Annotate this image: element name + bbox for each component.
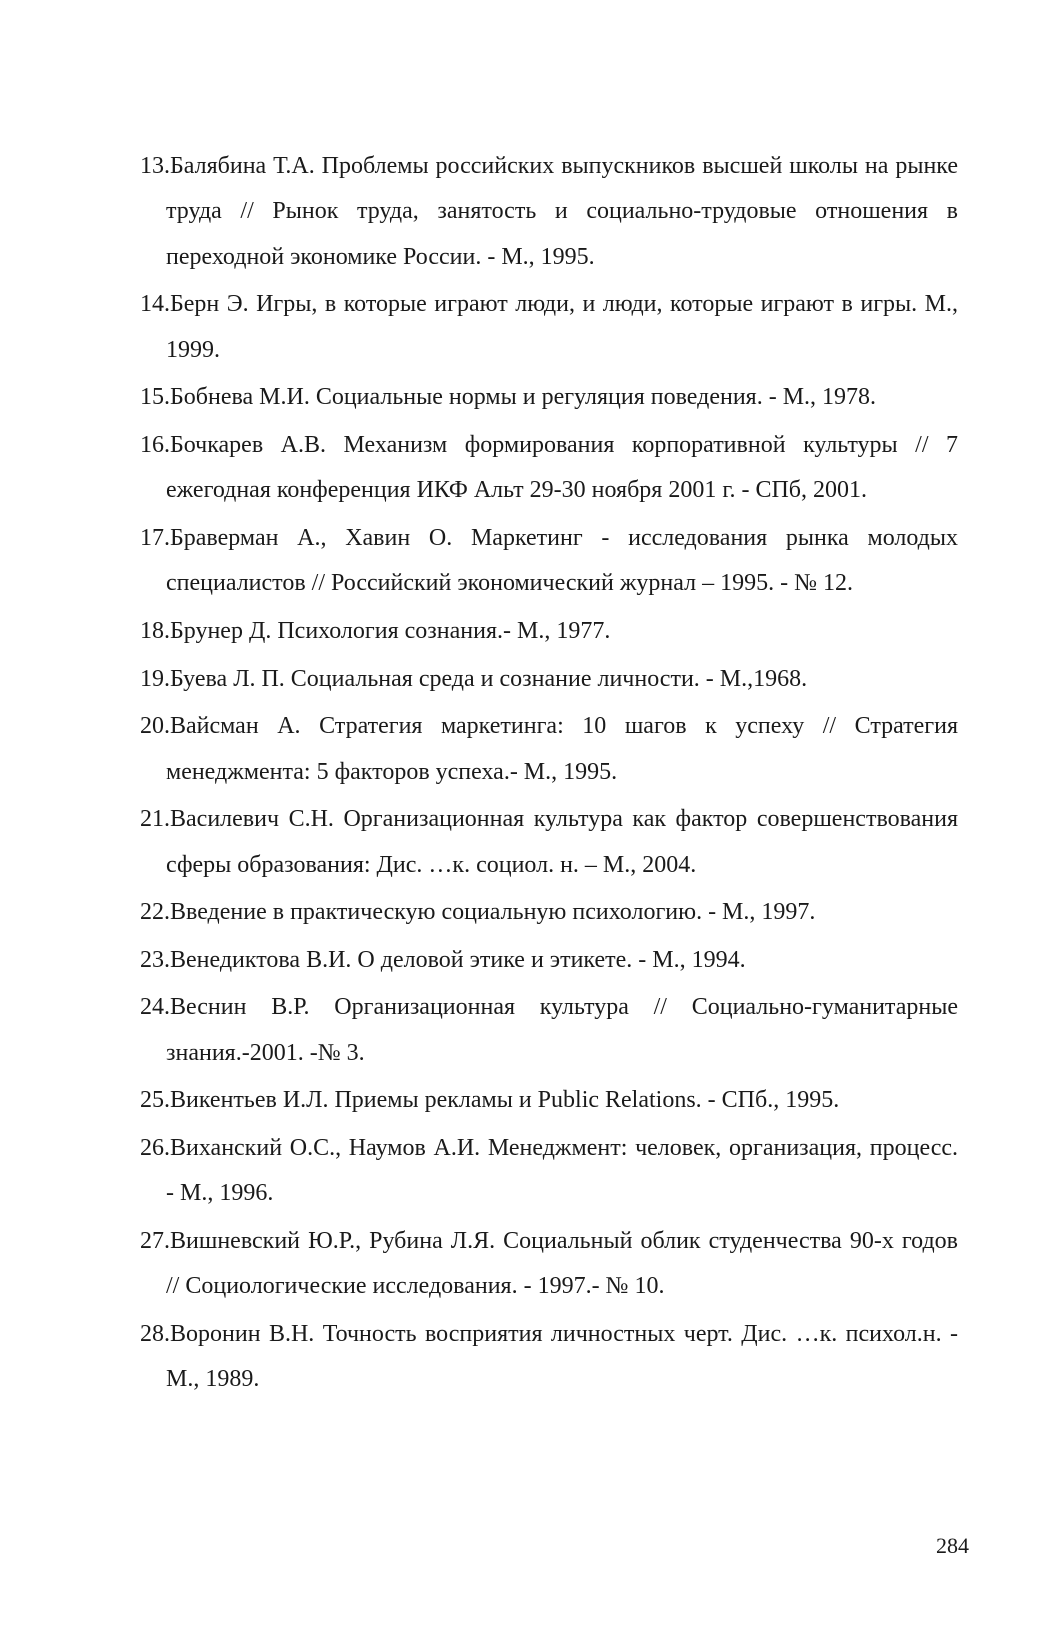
reference-text: Вайсман А. Стратегия маркетинга: 10 шагов к успеху // Стратегия менеджмента: 5 факторов успеха.- М., 1995. [166,713,958,785]
reference-number: 21. [140,806,170,833]
reference-item [140,657,958,702]
reference-number: 24. [140,994,170,1021]
reference-text: Введение в практическую социальную психологию. - М., 1997. [170,899,816,926]
reference-item [140,144,958,280]
reference-item [140,282,958,373]
reference-text: Веснин В.Р. Организационная культура // Социально-гуманитарные знания.-2001. -№ 3. [166,994,958,1066]
reference-number: 14. [140,291,170,318]
reference-number: 27. [140,1227,170,1254]
reference-number: 26. [140,1134,170,1161]
reference-item [140,890,958,935]
reference-item [140,797,958,888]
reference-number: 15. [140,384,170,411]
reference-number: 25. [140,1087,170,1114]
reference-number: 16. [140,432,170,458]
reference-number: 28. [140,1320,170,1347]
reference-item [140,516,958,607]
reference-number: 20. [140,713,170,740]
reference-item [140,375,958,420]
reference-item [140,609,958,654]
reference-text: Воронин В.Н. Точность восприятия личностных черт. Дис. …к. психол.н. - М., 1989. [166,1320,958,1393]
reference-text: Буева Л. П. Социальная среда и сознание личности. - М.,1968. [170,665,808,692]
page-number: 284 [936,1533,969,1558]
reference-number: 18. [140,618,170,644]
reference-item [140,1219,958,1310]
reference-number: 22. [140,899,170,926]
reference-text: Виханский О.С., Наумов А.И. Менеджмент: человек, организация, процесс. - М., 1996. [166,1134,958,1207]
reference-item [140,1078,958,1123]
reference-number: 19. [140,665,170,692]
reference-text: Балябина Т.А. Проблемы российских выпускников высшей школы на рынке труда // Рынок труда, занятость и социально-трудовые отношения в переходной экономике России. - М., 1995. [166,153,958,270]
reference-number: 13. [140,153,170,179]
reference-text: Викентьев И.Л. Приемы рекламы и Public Relations. - СПб., 1995. [170,1087,840,1114]
reference-text: Венедиктова В.И. О деловой этике и этикете. - М., 1994. [170,946,746,973]
reference-text: Василевич С.Н. Организационная культура как фактор совершенствования сферы образования: Дис. …к. социол. н. – М., 2004. [166,806,958,878]
reference-text: Браверман А., Хавин О. Маркетинг - исследования рынка молодых специалистов // Российский экономический журнал – 1995. - № 12. [166,525,958,597]
reference-text: Брунер Д. Психология сознания.- М., 1977. [170,618,611,644]
reference-item [140,1312,958,1403]
reference-item [140,704,958,795]
reference-text: Бобнева М.И. Социальные нормы и регуляция поведения. - М., 1978. [170,384,877,411]
reference-item [140,1126,958,1217]
reference-text: Бочкарев А.В. Механизм формирования корпоративной культуры // 7 ежегодная конференция ИКФ Альт 29-30 ноября 2001 г. - СПб, 2001. [166,432,958,504]
reference-list [140,144,958,1405]
reference-number: 23. [140,946,170,973]
reference-text: Вишневский Ю.Р., Рубина Л.Я. Социальный облик студенчества 90-х годов // Социологические исследования. - 1997.- № 10. [166,1227,958,1300]
reference-number: 17. [140,525,170,551]
reference-text: Берн Э. Игры, в которые играют люди, и люди, которые играют в игры. М., 1999. [166,291,958,363]
reference-item [140,985,958,1076]
reference-item [140,938,958,983]
reference-item [140,423,958,514]
